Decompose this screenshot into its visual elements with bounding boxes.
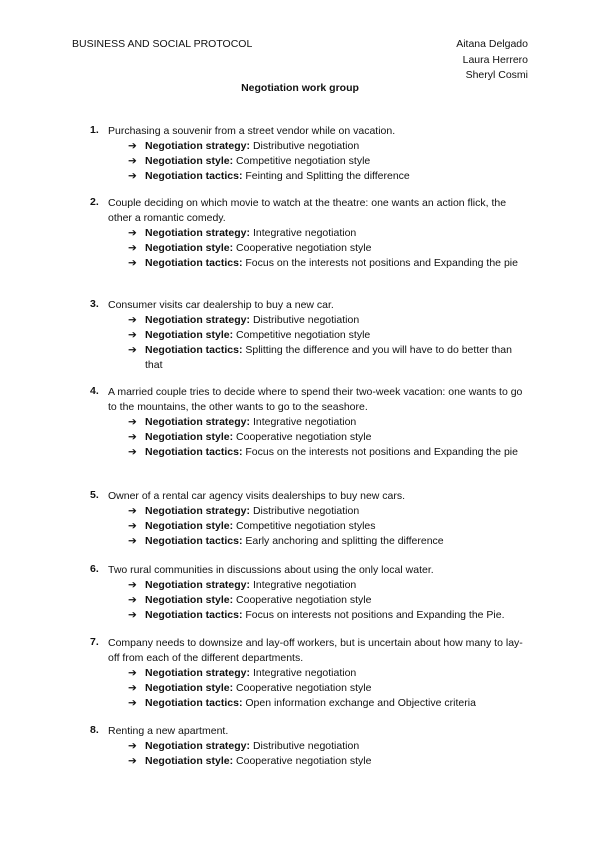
negotiation-strategy: ➔ Negotiation strategy: Integrative negotiation [128, 667, 357, 679]
negotiation-strategy: ➔ Negotiation strategy: Distributive negotiation [128, 140, 360, 152]
list-item [90, 298, 530, 373]
negotiation-strategy: ➔ Negotiation strategy: Distributive negotiation [128, 314, 360, 326]
strategy-value: Integrative negotiation [252, 227, 357, 239]
item-number: 7. [90, 636, 99, 648]
strategy-label: Negotiation strategy [145, 314, 247, 326]
author-name: Aitana Delgado [456, 38, 528, 50]
arrow-right-icon: ➔ [128, 667, 137, 679]
tactics-label: Negotiation tactics [145, 344, 239, 356]
arrow-right-icon: ➔ [128, 314, 137, 326]
arrow-right-icon: ➔ [128, 755, 137, 767]
strategy-value: Integrative negotiation [252, 579, 357, 591]
author-name: Sheryl Cosmi [465, 69, 528, 81]
arrow-right-icon: ➔ [128, 697, 137, 709]
item-number: 1. [90, 124, 99, 136]
strategy-label: Negotiation strategy [145, 140, 247, 152]
tactics-label: Negotiation tactics [145, 257, 239, 269]
scenario-text: Couple deciding on which movie to watch at the theatre: one wants an action flick, the other a romantic comedy. [108, 197, 507, 224]
item-number: 4. [90, 385, 99, 397]
arrow-right-icon: ➔ [128, 242, 137, 254]
list-item [90, 563, 530, 623]
item-number: 8. [90, 724, 99, 736]
tactics-value: Feinting and Splitting the difference [245, 170, 410, 182]
list-item [90, 124, 530, 184]
negotiation-tactics: ➔ Negotiation tactics: Early anchoring and splitting the difference [128, 535, 444, 547]
author-list [456, 37, 528, 84]
negotiation-tactics: ➔ Negotiation tactics: Splitting the difference and you will have to do better than that [128, 344, 512, 371]
style-value: Competitive negotiation style [236, 155, 371, 167]
style-label: Negotiation style [145, 755, 230, 767]
arrow-right-icon: ➔ [128, 170, 137, 182]
arrow-right-icon: ➔ [128, 579, 137, 591]
arrow-right-icon: ➔ [128, 594, 137, 606]
negotiation-strategy: ➔ Negotiation strategy: Integrative negotiation [128, 579, 357, 591]
negotiation-strategy: ➔ Negotiation strategy: Distributive negotiation [128, 505, 360, 517]
arrow-right-icon: ➔ [128, 257, 137, 269]
list-item [90, 489, 530, 549]
arrow-right-icon: ➔ [128, 227, 137, 239]
arrow-right-icon: ➔ [128, 535, 137, 547]
negotiation-style: ➔ Negotiation style: Competitive negotiation style [128, 329, 371, 341]
negotiation-tactics: ➔ Negotiation tactics: Feinting and Splitting the difference [128, 170, 410, 182]
negotiation-tactics: ➔ Negotiation tactics: Open information exchange and Objective criteria [128, 697, 476, 709]
scenario-text: Consumer visits car dealership to buy a new car. [108, 299, 334, 311]
scenario-text: Renting a new apartment. [108, 725, 229, 737]
author-name: Laura Herrero [462, 53, 528, 66]
strategy-label: Negotiation strategy [145, 740, 247, 752]
tactics-label: Negotiation tactics [145, 446, 239, 458]
tactics-label: Negotiation tactics [145, 535, 239, 547]
strategy-value: Distributive negotiation [252, 505, 360, 517]
item-number: 6. [90, 563, 99, 575]
negotiation-style: ➔ Negotiation style: Cooperative negotiation style [128, 682, 372, 694]
arrow-right-icon: ➔ [128, 329, 137, 341]
arrow-right-icon: ➔ [128, 431, 137, 443]
arrow-right-icon: ➔ [128, 416, 137, 428]
page-title: Negotiation work group [241, 82, 359, 94]
negotiation-style: ➔ Negotiation style: Competitive negotiation styles [128, 520, 376, 532]
tactics-value: Focus on the interests not positions and Expanding the pie [245, 257, 518, 269]
style-label: Negotiation style [145, 329, 230, 341]
scenario-text: A married couple tries to decide where to spend their two-week vacation: one wants to go to the mountains, the other wants to go to the seashore. [108, 386, 523, 413]
list-item [90, 636, 530, 711]
style-value: Cooperative negotiation style [236, 755, 372, 767]
style-label: Negotiation style [145, 431, 230, 443]
tactics-value: Focus on interests not positions and Expanding the Pie. [245, 609, 505, 621]
arrow-right-icon: ➔ [128, 446, 137, 458]
arrow-right-icon: ➔ [128, 140, 137, 152]
list-item [90, 724, 530, 769]
negotiation-tactics: ➔ Negotiation tactics: Focus on the interests not positions and Expanding the pie [128, 446, 518, 458]
style-value: Cooperative negotiation style [236, 431, 372, 443]
scenario-text: Purchasing a souvenir from a street vendor while on vacation. [108, 125, 396, 137]
tactics-value: Splitting the difference and you will have to do better than that [145, 344, 512, 371]
tactics-value: Open information exchange and Objective criteria [245, 697, 476, 709]
strategy-value: Integrative negotiation [252, 416, 357, 428]
negotiation-strategy: ➔ Negotiation strategy: Distributive negotiation [128, 740, 360, 752]
style-label: Negotiation style [145, 520, 230, 532]
style-value: Cooperative negotiation style [236, 682, 372, 694]
arrow-right-icon: ➔ [128, 682, 137, 694]
strategy-label: Negotiation strategy [145, 505, 247, 517]
arrow-right-icon: ➔ [128, 609, 137, 621]
style-label: Negotiation style [145, 242, 230, 254]
item-number: 2. [90, 196, 99, 208]
style-value: Competitive negotiation styles [236, 520, 376, 532]
tactics-label: Negotiation tactics [145, 697, 239, 709]
strategy-value: Integrative negotiation [252, 667, 357, 679]
strategy-label: Negotiation strategy [145, 416, 247, 428]
style-value: Competitive negotiation style [236, 329, 371, 341]
tactics-label: Negotiation tactics [145, 609, 239, 621]
list-item [90, 385, 530, 460]
style-label: Negotiation style [145, 155, 230, 167]
negotiation-tactics: ➔ Negotiation tactics: Focus on interests not positions and Expanding the Pie. [128, 609, 505, 621]
arrow-right-icon: ➔ [128, 505, 137, 517]
item-number: 3. [90, 298, 99, 310]
scenario-text: Owner of a rental car agency visits dealerships to buy new cars. [108, 490, 406, 502]
style-value: Cooperative negotiation style [236, 594, 372, 606]
negotiation-style: ➔ Negotiation style: Cooperative negotiation style [128, 431, 372, 443]
style-value: Cooperative negotiation style [236, 242, 372, 254]
arrow-right-icon: ➔ [128, 740, 137, 752]
course-header: BUSINESS AND SOCIAL PROTOCOL [72, 38, 253, 50]
style-label: Negotiation style [145, 594, 230, 606]
item-number: 5. [90, 489, 99, 501]
negotiation-style: ➔ Negotiation style: Cooperative negotiation style [128, 594, 372, 606]
strategy-label: Negotiation strategy [145, 579, 247, 591]
negotiation-style: ➔ Negotiation style: Cooperative negotiation style [128, 242, 372, 254]
arrow-right-icon: ➔ [128, 155, 137, 167]
strategy-label: Negotiation strategy [145, 227, 247, 239]
negotiation-tactics: ➔ Negotiation tactics: Focus on the interests not positions and Expanding the pie [128, 257, 518, 269]
negotiation-strategy: ➔ Negotiation strategy: Integrative negotiation [128, 416, 357, 428]
arrow-right-icon: ➔ [128, 344, 137, 356]
scenario-text: Two rural communities in discussions about using the only local water. [108, 564, 434, 576]
negotiation-style: ➔ Negotiation style: Competitive negotiation style [128, 155, 371, 167]
strategy-value: Distributive negotiation [252, 740, 360, 752]
style-label: Negotiation style [145, 682, 230, 694]
arrow-right-icon: ➔ [128, 520, 137, 532]
tactics-value: Early anchoring and splitting the difference [245, 535, 444, 547]
strategy-value: Distributive negotiation [252, 314, 360, 326]
negotiation-strategy: ➔ Negotiation strategy: Integrative negotiation [128, 227, 357, 239]
strategy-value: Distributive negotiation [252, 140, 360, 152]
negotiation-style: ➔ Negotiation style: Cooperative negotiation style [128, 755, 372, 767]
scenario-text: Company needs to downsize and lay-off workers, but is uncertain about how many to lay-off from each of the different departments. [108, 637, 523, 664]
list-item [90, 196, 530, 271]
tactics-label: Negotiation tactics [145, 170, 239, 182]
strategy-label: Negotiation strategy [145, 667, 247, 679]
tactics-value: Focus on the interests not positions and Expanding the pie [245, 446, 518, 458]
